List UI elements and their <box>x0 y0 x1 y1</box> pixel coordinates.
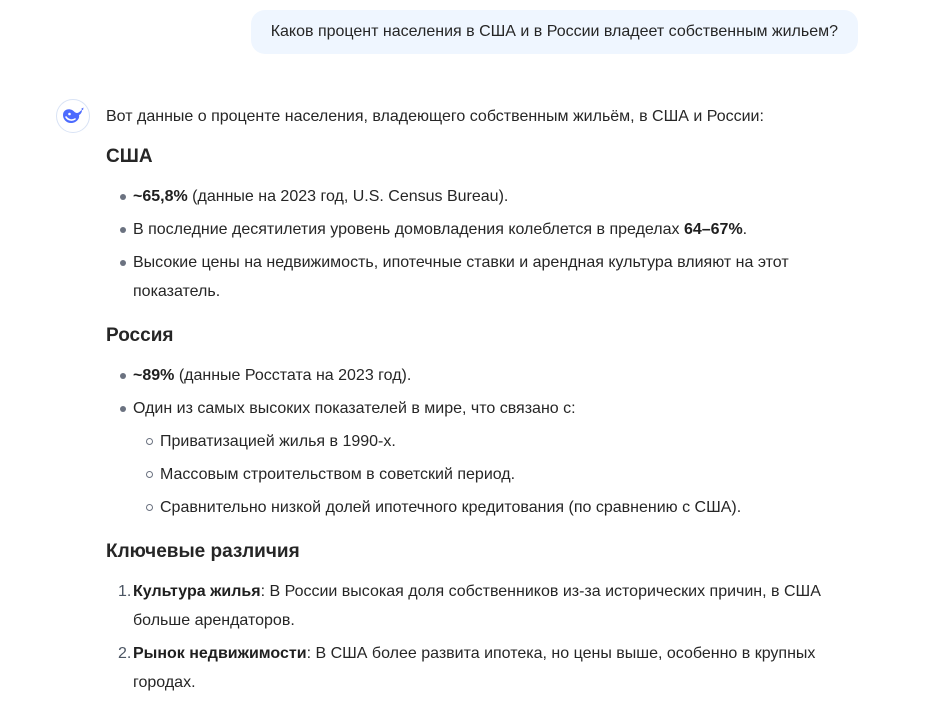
list-item <box>106 182 866 211</box>
russia-reasons-text: Один из самых высоких показателей в мире, что связано с: <box>133 400 576 417</box>
usa-range-end: . <box>742 221 748 238</box>
russia-bullet-list <box>106 361 866 522</box>
section-heading-usa: США <box>106 146 153 167</box>
usa-rate-source: (данные на 2023 год, U.S. Census Bureau). <box>187 188 509 205</box>
item-title: Рынок недвижимости <box>133 645 307 662</box>
item-number: 2. <box>118 645 132 662</box>
item-text: : В России высокая доля собственников из-за исторических причин, в США больше арендаторов. <box>133 583 821 629</box>
usa-range-text: В последние десятилетия уровень домовладения колеблется в пределах <box>133 221 684 238</box>
russia-rate-value: ~89% <box>133 367 175 384</box>
usa-range-value: 64–67% <box>683 221 743 238</box>
list-item <box>106 248 866 306</box>
section-heading-russia: Россия <box>106 325 174 346</box>
list-item <box>106 577 866 635</box>
item-text: : В США более развита ипотека, но цены выше, особенно в крупных городах. <box>133 645 816 691</box>
russia-reasons-sublist <box>133 427 866 522</box>
sub-list-item: Сравнительно низкой долей ипотечного кредитования (по сравнению с США). <box>133 493 866 522</box>
deepseek-whale-icon <box>61 106 85 126</box>
russia-rate-source: (данные Росстата на 2023 год). <box>174 367 412 384</box>
user-message-text: Каков процент населения в США и в России владеет собственным жильем? <box>270 23 838 40</box>
list-item <box>106 639 866 697</box>
usa-bullet-list <box>106 182 866 306</box>
usa-factors-text: Высокие цены на недвижимость, ипотечные ставки и арендная культура влияют на этот показатель. <box>133 254 789 300</box>
item-number: 1. <box>118 583 132 600</box>
response-intro: Вот данные о проценте населения, владеющего собственным жильём, в США и России: <box>106 108 764 125</box>
item-title: Культура жилья <box>133 583 261 600</box>
sub-list-item: Приватизацией жилья в 1990-х. <box>133 427 866 456</box>
differences-numbered-list <box>106 577 866 697</box>
assistant-avatar <box>56 99 90 133</box>
assistant-response <box>106 100 866 701</box>
usa-rate-value: ~65,8% <box>133 188 188 205</box>
list-item <box>106 361 866 390</box>
list-item <box>106 215 866 244</box>
list-item <box>106 394 866 522</box>
user-message-bubble <box>251 10 858 54</box>
sub-list-item: Массовым строительством в советский период. <box>133 460 866 489</box>
section-heading-differences: Ключевые различия <box>106 541 300 562</box>
